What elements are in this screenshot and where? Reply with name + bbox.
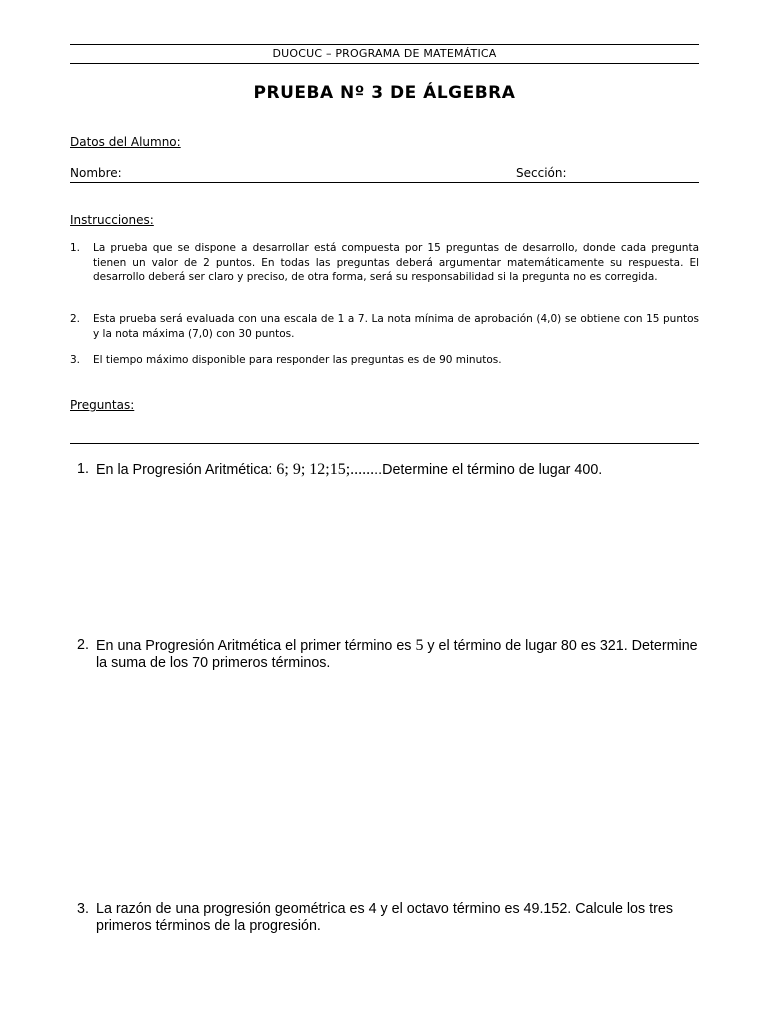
question-math: 6; 9; 12;15;...... <box>276 461 375 478</box>
instruction-number: 3. <box>70 354 81 366</box>
question-number: 1. <box>77 461 89 477</box>
question-text-pre: En la Progresión Aritmética: <box>96 462 277 478</box>
instruction-text: La prueba que se dispone a desarrollar está compuesta por 15 preguntas de desarrollo, donde cada pregunta tienen un valor de 2 puntos. En todas las preguntas deberá argumentar matemáticamente su respuesta. El desarrollo deberá ser claro y preciso, de otra forma, será su responsabilidad si la pregunta no es corregida. <box>93 242 699 283</box>
student-data-rule <box>70 182 699 183</box>
question-item <box>77 901 702 935</box>
question-text-post: y el término de lugar 80 es 321. Determine la suma de los 70 primeros términos. <box>96 638 698 671</box>
instruction-number: 2. <box>70 313 81 325</box>
questions-label: Preguntas: <box>70 398 135 412</box>
question-math: 5 <box>415 637 424 654</box>
section-field-label: Sección: <box>516 166 567 180</box>
question-text-pre: La razón de una progresión geométrica es 4 y el octavo término es 49.152. Calcule los tres primeros términos de la progresión. <box>96 901 673 934</box>
instructions-label: Instrucciones: <box>70 213 154 227</box>
header-top-rule <box>70 44 699 45</box>
instruction-item <box>70 353 699 368</box>
question-text <box>96 461 702 479</box>
question-number: 3. <box>77 901 89 917</box>
instruction-text: Esta prueba será evaluada con una escala de 1 a 7. La nota mínima de aprobación (4,0) se obtiene con 15 puntos y la nota máxima (7,0) con 30 puntos. <box>93 313 699 340</box>
institution-header: DUOCUC – PROGRAMA DE MATEMÁTICA <box>272 47 497 60</box>
instruction-number: 1. <box>70 242 81 254</box>
questions-rule <box>70 443 699 444</box>
page-title: PRUEBA Nº 3 DE ÁLGEBRA <box>253 83 516 103</box>
student-data-label: Datos del Alumno: <box>70 135 181 149</box>
question-item <box>77 461 702 479</box>
name-field-label: Nombre: <box>70 166 122 180</box>
question-text <box>96 637 702 672</box>
question-text <box>96 901 702 935</box>
question-number: 2. <box>77 637 89 653</box>
header-bottom-rule <box>70 63 699 64</box>
instruction-item <box>70 241 699 285</box>
question-item <box>77 637 702 672</box>
question-text-pre: En una Progresión Aritmética el primer término es <box>96 638 416 654</box>
question-text-post: ..Determine el término de lugar 400. <box>374 462 603 478</box>
instruction-item <box>70 312 699 341</box>
instruction-text: El tiempo máximo disponible para responder las preguntas es de 90 minutos. <box>93 354 502 366</box>
